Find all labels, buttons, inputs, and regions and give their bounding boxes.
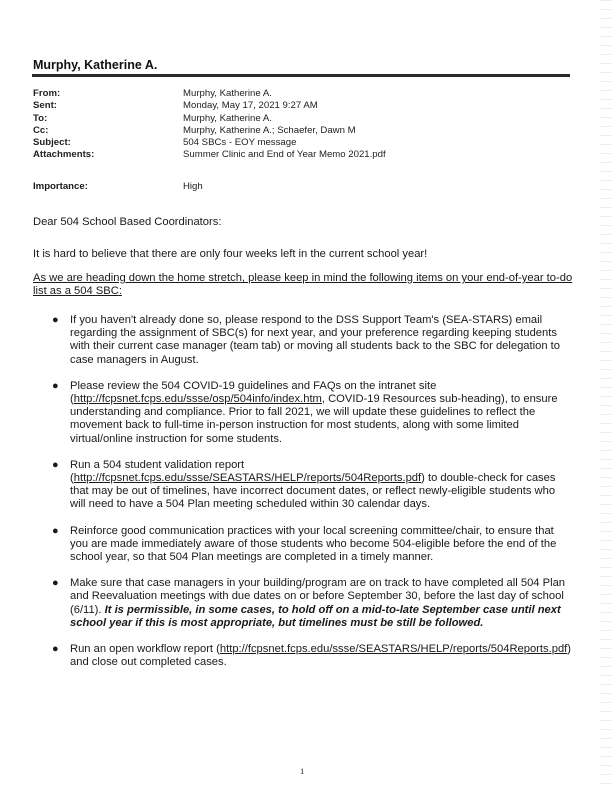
item-text: Run an open workflow report ( <box>70 643 220 656</box>
item-text: ) to double-check for cases that may be out of timelines, have incorrect document dates, or reflect newly-eligible students who will need to have a 504 Plan meeting scheduled within 30 calendar days. <box>70 472 556 511</box>
bullet-icon: ● <box>52 314 59 326</box>
list-item <box>33 314 573 367</box>
sent-value: Monday, May 17, 2021 9:27 AM <box>183 100 318 112</box>
intro-paragraph: It is hard to believe that there are only four weeks left in the current school year! <box>33 248 428 260</box>
validation-report-link[interactable]: http://fcpsnet.fcps.edu/ssse/SEASTARS/HELP/reports/504Reports.pdf <box>73 472 422 485</box>
sender-heading: Murphy, Katherine A. <box>33 58 158 72</box>
list-item <box>33 459 573 512</box>
from-label: From: <box>33 88 61 99</box>
item-text: , COVID-19 Resources sub-heading), to ensure understanding and compliance. Prior to fall 2021, we will update these guidelines to reflect the movement back to full-time in-person instruction for most students, along with some limited virtual/online instruction for some students. <box>70 393 558 445</box>
scan-edge-marks <box>600 0 612 792</box>
importance-label: Importance: <box>33 181 88 192</box>
list-item <box>33 525 573 565</box>
bullet-icon: ● <box>52 524 59 537</box>
attachments-label: Attachments: <box>33 149 95 161</box>
subject-label: Subject: <box>33 137 71 149</box>
bullet-icon: ● <box>52 643 59 656</box>
bullet-icon: ● <box>52 379 59 392</box>
lead-colon: : <box>118 285 122 298</box>
workflow-report-link[interactable]: http://fcpsnet.fcps.edu/ssse/SEASTARS/HELP/reports/504Reports.pdf <box>219 643 568 656</box>
item-text: ) and close out completed cases. <box>70 643 572 669</box>
to-value: Murphy, Katherine A. <box>183 112 272 124</box>
attachment-file[interactable]: Summer Clinic and End of Year Memo 2021.pdf <box>183 149 386 161</box>
item-text: Make sure that case managers in your building/program are on track to have completed all 504 Plan and Reevaluation meetings with due dates on or before September 30, before the last day of school (6/11). <box>70 577 566 616</box>
subject-value: 504 SBCs - EOY message <box>183 137 297 149</box>
bullet-icon: ● <box>52 458 59 471</box>
cc-value: Murphy, Katherine A.; Schaefer, Dawn M <box>183 124 356 136</box>
emphasis-text: It is permissible, in some cases, to hold off on a mid-to-late September case until next school year if this is most appropriate, but timelines must be still be followed. <box>70 603 561 629</box>
list-item <box>33 643 573 669</box>
lead-paragraph <box>33 272 573 299</box>
item-text: If you haven't already done so, please respond to the DSS Support Team's (SEA-STARS) email regarding the assignment of SBC(s) for next year, and your preference regarding keeping students with their current case manager (team tab) or moving all students back to the SBC for delegation to case managers in August. <box>70 314 561 366</box>
greeting: Dear 504 School Based Coordinators: <box>33 216 222 228</box>
item-text: Run a 504 student validation report ( <box>70 458 245 485</box>
list-item <box>33 577 573 630</box>
cc-label: Cc: <box>33 124 49 136</box>
sent-label: Sent: <box>33 100 57 112</box>
list-item <box>33 380 573 446</box>
header-rule <box>32 74 570 77</box>
item-text: Please review the 504 COVID-19 guidelines and FAQs on the intranet site ( <box>70 379 437 406</box>
to-label: To: <box>33 112 48 124</box>
importance-value: High <box>183 181 203 192</box>
intranet-link[interactable]: http://fcpsnet.fcps.edu/ssse/osp/504info/index.htm <box>73 393 322 406</box>
item-text: Reinforce good communication practices with your local screening committee/chair, to ensure that you are made immediately aware of those students who become 504-eligible before the end of the school year, so that 504 Plan meetings are completed in a timely manner. <box>70 524 557 564</box>
bullet-icon: ● <box>52 577 59 590</box>
page-number: 1 <box>300 766 305 776</box>
from-value: Murphy, Katherine A. <box>183 88 272 99</box>
lead-text: As we are heading down the home stretch, please keep in mind the following items on your end-of-year to-do list as a 504 SBC <box>33 272 573 298</box>
todo-list <box>33 314 573 682</box>
